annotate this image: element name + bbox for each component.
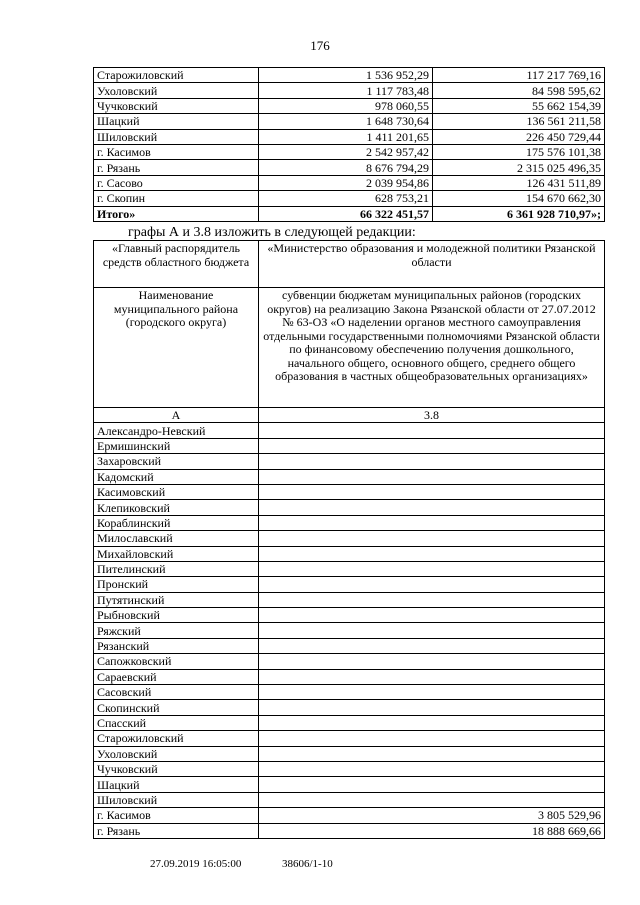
column-38-index: 3.8 <box>259 408 605 423</box>
amount-2: 126 431 511,89 <box>433 175 605 190</box>
district-name: Александро-Невский <box>94 423 259 438</box>
subvention-amount <box>259 731 605 746</box>
table-row <box>94 577 605 592</box>
total-row <box>94 206 605 221</box>
subvention-amount: 18 888 669,66 <box>259 823 605 838</box>
table-row <box>94 669 605 684</box>
table-row <box>94 808 605 823</box>
district-name: Касимовский <box>94 484 259 499</box>
subvention-amount <box>259 592 605 607</box>
district-name: Спасский <box>94 715 259 730</box>
footer-date: 27.09.2019 16:05:00 <box>150 858 242 870</box>
subvention-amount <box>259 515 605 530</box>
subvention-amount <box>259 484 605 499</box>
district-name: Шиловский <box>94 792 259 807</box>
total-amount-1: 66 322 451,57 <box>259 206 433 221</box>
subvention-amount <box>259 700 605 715</box>
district-name: Ряжский <box>94 623 259 638</box>
district-name: г. Касимов <box>94 144 259 159</box>
table-row <box>94 823 605 838</box>
district-name: Сараевский <box>94 669 259 684</box>
total-label: Итого» <box>94 206 259 221</box>
amount-1: 1 117 783,48 <box>259 83 433 98</box>
district-name: Кораблинский <box>94 515 259 530</box>
district-name: Сасовский <box>94 685 259 700</box>
main-table <box>93 240 605 839</box>
table-row <box>94 114 605 129</box>
amount-2: 2 315 025 496,35 <box>433 160 605 175</box>
subvention-amount <box>259 654 605 669</box>
table-row <box>94 191 605 206</box>
amount-2: 117 217 769,16 <box>433 68 605 83</box>
top-table <box>93 67 605 222</box>
table-row <box>94 129 605 144</box>
amount-1: 1 411 201,65 <box>259 129 433 144</box>
amount-2: 136 561 211,58 <box>433 114 605 129</box>
subvention-amount <box>259 454 605 469</box>
district-name: Чучковский <box>94 98 259 113</box>
table-row <box>94 175 605 190</box>
table-row <box>94 561 605 576</box>
table-row <box>94 546 605 561</box>
subvention-amount <box>259 469 605 484</box>
subvention-amount <box>259 608 605 623</box>
table-row <box>94 623 605 638</box>
table-row <box>94 700 605 715</box>
district-name: Захаровский <box>94 454 259 469</box>
subvention-description: субвенции бюджетам муниципальных районов (городских округов) на реализацию Закона Рязанской области от 27.07.2012 № 63-ОЗ «О наделении органов местного самоуправления отдельными государственными полномочиями Рязанской области по финансовому обеспечению получения дошкольного, начального общего, основного общего, среднего общего образования в частных общеобразовательных организациях» <box>259 288 605 408</box>
district-name: Путятинский <box>94 592 259 607</box>
header-row <box>94 288 605 408</box>
amount-1: 2 542 957,42 <box>259 144 433 159</box>
table-row <box>94 423 605 438</box>
district-name: Ухоловский <box>94 746 259 761</box>
district-name: Сапожковский <box>94 654 259 669</box>
table-row <box>94 144 605 159</box>
subvention-amount <box>259 577 605 592</box>
subvention-amount <box>259 777 605 792</box>
admin-row <box>94 241 605 288</box>
subvention-amount <box>259 546 605 561</box>
amount-1: 1 536 952,29 <box>259 68 433 83</box>
name-column-label: Наименование муниципального района (городского округа) <box>94 288 259 408</box>
table-row <box>94 531 605 546</box>
table-row <box>94 592 605 607</box>
subvention-amount <box>259 669 605 684</box>
district-name: Шиловский <box>94 129 259 144</box>
district-name: Чучковский <box>94 761 259 776</box>
table-row <box>94 638 605 653</box>
district-name: Рязанский <box>94 638 259 653</box>
subvention-amount <box>259 685 605 700</box>
subvention-amount <box>259 623 605 638</box>
subvention-amount <box>259 715 605 730</box>
subvention-amount <box>259 561 605 576</box>
table-row <box>94 731 605 746</box>
admin-label: «Главный распорядитель средств областного бюджета <box>94 241 259 288</box>
table-row <box>94 160 605 175</box>
amount-2: 55 662 154,39 <box>433 98 605 113</box>
district-name: Пронский <box>94 577 259 592</box>
subvention-amount <box>259 500 605 515</box>
column-index-row <box>94 408 605 423</box>
district-name: Старожиловский <box>94 68 259 83</box>
district-name: Старожиловский <box>94 731 259 746</box>
total-amount-2: 6 361 928 710,97»; <box>433 206 605 221</box>
amount-1: 1 648 730,64 <box>259 114 433 129</box>
district-name: г. Сасово <box>94 175 259 190</box>
subvention-amount <box>259 761 605 776</box>
table-row <box>94 654 605 669</box>
district-name: Михайловский <box>94 546 259 561</box>
district-name: г. Скопин <box>94 191 259 206</box>
table-row <box>94 469 605 484</box>
amount-1: 978 060,55 <box>259 98 433 113</box>
subvention-amount: 3 805 529,96 <box>259 808 605 823</box>
amount-2: 226 450 729,44 <box>433 129 605 144</box>
subvention-amount <box>259 792 605 807</box>
subvention-amount <box>259 423 605 438</box>
table-row <box>94 68 605 83</box>
subvention-amount <box>259 531 605 546</box>
amount-1: 2 039 954,86 <box>259 175 433 190</box>
amount-2: 175 576 101,38 <box>433 144 605 159</box>
table-row <box>94 777 605 792</box>
table-row <box>94 515 605 530</box>
district-name: Скопинский <box>94 700 259 715</box>
column-a-index: А <box>94 408 259 423</box>
admin-value: «Министерство образования и молодежной политики Рязанской области <box>259 241 605 288</box>
amount-1: 628 753,21 <box>259 191 433 206</box>
amount-2: 154 670 662,30 <box>433 191 605 206</box>
district-name: Клепиковский <box>94 500 259 515</box>
footer-code: 38606/1-10 <box>282 858 333 870</box>
table-row <box>94 454 605 469</box>
subvention-amount <box>259 746 605 761</box>
amendment-heading: графы А и 3.8 изложить в следующей редакции: <box>128 225 416 240</box>
district-name: Шацкий <box>94 777 259 792</box>
table-row <box>94 746 605 761</box>
table-row <box>94 685 605 700</box>
table-row <box>94 715 605 730</box>
district-name: Рыбновский <box>94 608 259 623</box>
district-name: г. Рязань <box>94 823 259 838</box>
district-name: г. Рязань <box>94 160 259 175</box>
table-row <box>94 761 605 776</box>
amount-2: 84 598 595,62 <box>433 83 605 98</box>
table-row <box>94 608 605 623</box>
district-name: Пителинский <box>94 561 259 576</box>
district-name: Ермишинский <box>94 438 259 453</box>
table-row <box>94 98 605 113</box>
page-number: 176 <box>310 38 330 53</box>
district-name: Шацкий <box>94 114 259 129</box>
district-name: Милославский <box>94 531 259 546</box>
district-name: Кадомский <box>94 469 259 484</box>
subvention-amount <box>259 438 605 453</box>
table-row <box>94 792 605 807</box>
amount-1: 8 676 794,29 <box>259 160 433 175</box>
table-row <box>94 83 605 98</box>
table-row <box>94 484 605 499</box>
subvention-amount <box>259 638 605 653</box>
table-row <box>94 500 605 515</box>
table-row <box>94 438 605 453</box>
district-name: г. Касимов <box>94 808 259 823</box>
district-name: Ухоловский <box>94 83 259 98</box>
